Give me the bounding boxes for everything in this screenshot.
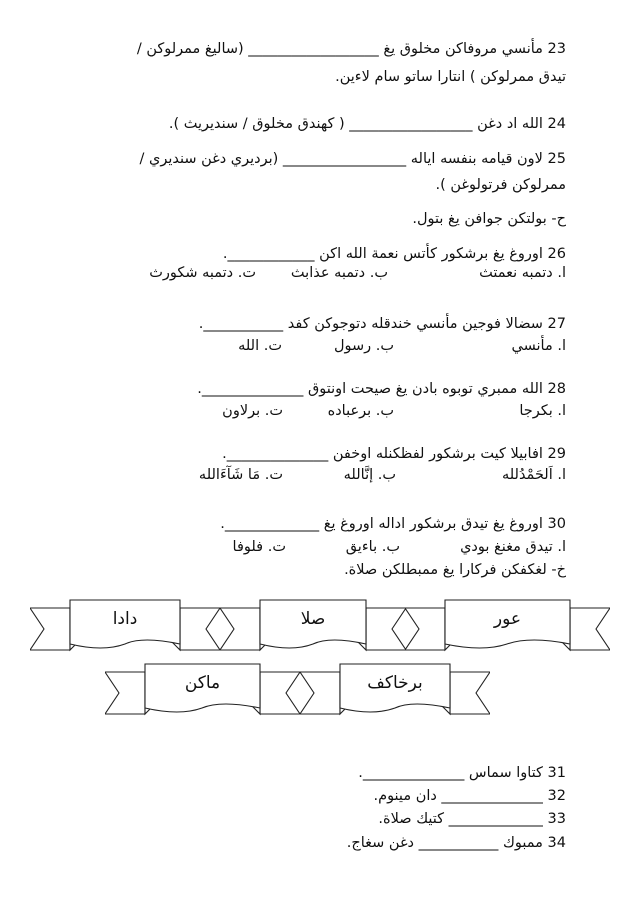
option-b: ب. دتمبه عذابث <box>290 265 388 281</box>
option-b: ب. رسول <box>333 338 394 354</box>
question-28 <box>197 380 566 398</box>
question-number: 28 <box>547 381 566 397</box>
question-number: 32 <box>547 788 566 804</box>
question-text: _____________ كتيك صلاة. <box>378 811 543 827</box>
question-text: لاون قيامه بنفسه اياله _________________ (برديري دغن سنديري / <box>139 151 543 167</box>
option-c: ت. دتمبه شكورث <box>149 265 256 281</box>
options-28 <box>0 403 638 423</box>
question-number: 31 <box>547 765 566 781</box>
question-number: 34 <box>547 835 566 851</box>
question-number: 24 <box>547 116 566 132</box>
word-bank-item: برخاكف <box>367 673 423 693</box>
question-text: اوروغ يغ برشكور كأتس نعمة الله اكن ____________. <box>222 246 543 262</box>
question-number: 27 <box>547 316 566 332</box>
word-bank-ribbon <box>30 596 220 660</box>
question-text: الله ممبري توبوه بادن يغ صيحت اونتوق ______________. <box>197 381 543 397</box>
question-text: كتاوا سماس ______________. <box>358 765 543 781</box>
options-29 <box>0 467 638 487</box>
question-29 <box>222 445 566 463</box>
fill-31 <box>358 764 566 782</box>
option-c: ت. برلاون <box>222 403 283 419</box>
fill-32 <box>373 787 566 805</box>
question-number: 29 <box>547 446 566 462</box>
question-number: 33 <box>547 811 566 827</box>
option-c: ت. الله <box>238 338 282 354</box>
question-number: 23 <box>547 41 566 57</box>
option-a: ا. مأنسي <box>511 338 566 354</box>
word-bank-item: صلا <box>300 609 326 629</box>
section-kh-heading: خ- لغكفكن فركارا يغ ممبطلكن صلاة. <box>344 562 566 578</box>
word-bank-item: عور <box>493 609 522 629</box>
question-23 <box>137 40 566 58</box>
options-26 <box>0 265 638 285</box>
option-b: ب. برعباده <box>327 403 394 419</box>
fill-33 <box>378 810 566 828</box>
options-27 <box>0 338 638 358</box>
question-23-continuation: تيدق ممرلوكن ) انتارا ساتو سام لاءين. <box>335 69 566 85</box>
option-b: ب. باءيق <box>345 539 400 555</box>
question-25-continuation: ممرلوكن فرتولوغن ). <box>435 177 566 193</box>
option-b: ب. إنَّالله <box>343 467 396 483</box>
question-number: 26 <box>547 246 566 262</box>
question-text: اوروغ يغ تيدق برشكور اداله اوروغ يغ _____________. <box>220 516 543 532</box>
question-text: ______________ دان مينوم. <box>373 788 543 804</box>
word-bank-ribbon <box>105 660 300 724</box>
fill-34 <box>347 834 566 852</box>
option-c: ت. فلوفا <box>232 539 286 555</box>
option-a: ا. تيدق مغنغ بودي <box>460 539 566 555</box>
question-27 <box>199 315 566 333</box>
option-c: ت. مَا شَآءَالله <box>198 467 283 483</box>
question-30 <box>220 515 566 533</box>
word-bank-item: دادا <box>112 609 138 629</box>
word-bank-ribbon <box>405 596 610 660</box>
word-bank-item: ماكن <box>184 673 221 693</box>
question-text: مأنسي مروفاكن مخلوق يغ __________________ (ساليغ ممرلوكن / <box>136 41 543 57</box>
question-number: 25 <box>547 151 566 167</box>
word-bank-ribbon <box>220 596 406 660</box>
question-number: 30 <box>547 516 566 532</box>
option-a: ا. اَلحَمْدُلله <box>501 467 566 483</box>
option-a: ا. دتمبه نعمتث <box>479 265 566 281</box>
word-bank-ribbon <box>300 660 490 724</box>
question-text: افابيلا كيت برشكور لفظكنله اوخفن ______________. <box>222 446 543 462</box>
question-25 <box>139 150 566 168</box>
section-h-heading: ح- بولتكن جوافن يغ بتول. <box>412 211 566 227</box>
question-text: الله اد دغن _________________ ( كهندق مخلوق / سنديريث ). <box>168 116 543 132</box>
question-24 <box>169 115 566 133</box>
question-text: سضالا فوجين مأنسي خندقله دتوجوكن كفد ___________. <box>198 316 543 332</box>
question-text: ممبوك ___________ دغن سغاج. <box>346 835 543 851</box>
question-26 <box>223 245 566 263</box>
option-a: ا. بكرجا <box>519 403 566 419</box>
options-30 <box>0 539 638 559</box>
